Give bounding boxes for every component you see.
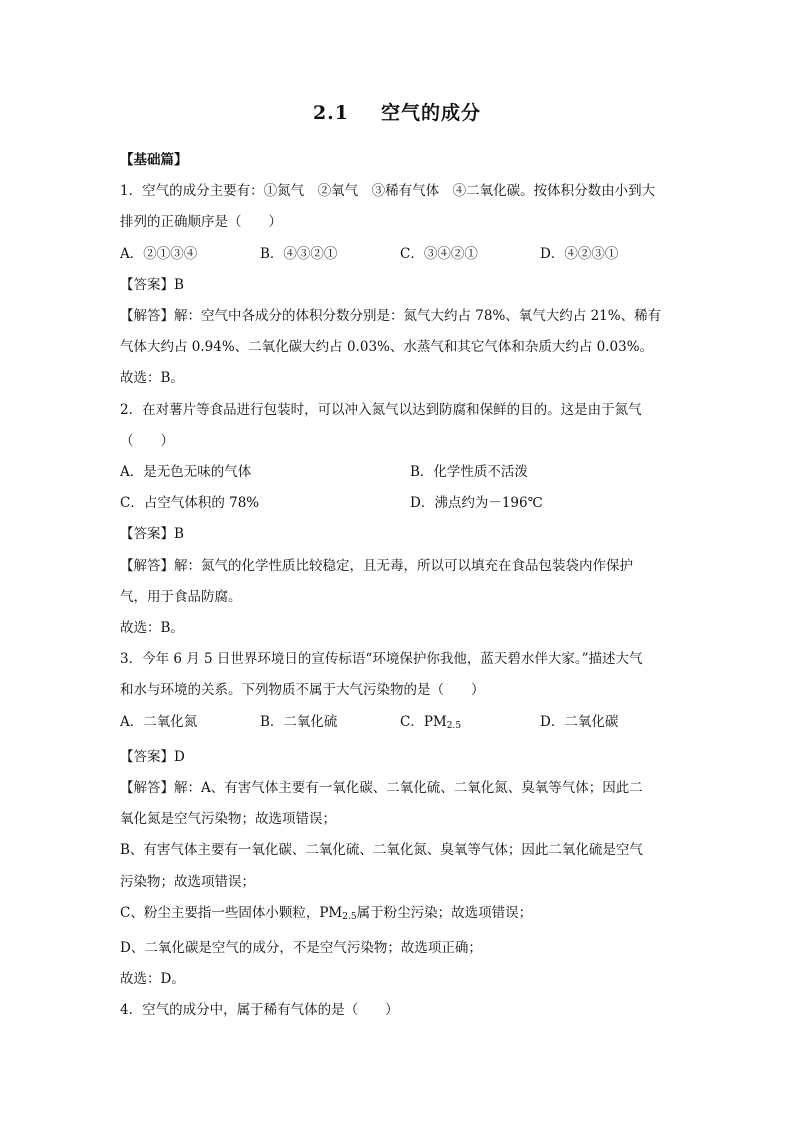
q1-answer: 【答案】B xyxy=(120,276,184,293)
q1-analysis-line2: 气体大约占 0.94%、二氧化碳大约占 0.03%、水蒸气和其它气体和杂质大约占 0.03%。 xyxy=(120,339,654,356)
q3-options xyxy=(120,707,680,742)
page-title xyxy=(0,98,794,125)
q3-choice: 故选：D。 xyxy=(120,971,185,988)
q2-options-row2 xyxy=(120,488,680,519)
q2-options-row1 xyxy=(120,457,680,488)
q3-analysis-b-line2: 污染物；故选项错误； xyxy=(120,873,255,890)
pm-subscript-analysis: 2.5 xyxy=(342,911,357,922)
q2-answer: 【答案】B xyxy=(120,526,184,543)
q4-stem-line1: 4．空气的成分中，属于稀有气体的是（ ） xyxy=(120,1002,399,1019)
q2-option-a: A．是无色无味的气体 xyxy=(120,464,252,481)
q3-analysis-c-pre: C、粉尘主要指一些固体小颗粒，PM xyxy=(120,904,343,921)
q1-analysis-line1: 【解答】解：空气中各成分的体积分数分别是：氮气大约占 78%、氧气大约占 21%、稀有 xyxy=(120,308,662,325)
q1-options xyxy=(120,239,680,270)
content xyxy=(120,145,680,1027)
q3-option-c-text: C．PM xyxy=(400,713,447,730)
q2-option-d: D．沸点约为－196℃ xyxy=(410,495,543,512)
q3-option-c xyxy=(400,707,540,742)
q1-option-c: C．③④②① xyxy=(400,245,478,262)
section-number: 2.1 xyxy=(312,102,350,124)
q3-analysis-b-line1: B、有害气体主要有一氧化碳、二氧化硫、二氧化氮、臭氧等气体；因此二氧化硫是空气 xyxy=(120,842,643,859)
q2-option-c: C．占空气体积的 78% xyxy=(120,495,260,512)
q2-analysis-line1: 【解答】解：氮气的化学性质比较稳定，且无毒，所以可以填充在食品包装袋内作保护 xyxy=(120,557,633,574)
q2-analysis-line2: 气，用于食品防腐。 xyxy=(120,588,242,605)
q3-analysis-a-line2: 氧化氮是空气污染物；故选项错误； xyxy=(120,811,336,828)
q3-analysis-a-line1: 【解答】解：A、有害气体主要有一氧化碳、二氧化硫、二氧化氮、臭氧等气体；因此二 xyxy=(120,780,643,797)
q2-choice: 故选：B。 xyxy=(120,620,184,637)
q3-option-b: B．二氧化硫 xyxy=(260,713,338,730)
q3-option-d: D．二氧化碳 xyxy=(540,713,619,730)
q3-stem-line1: 3．今年 6 月 5 日世界环境日的宣传标语“环境保护你我他，蓝天碧水伴大家。”描述大气 xyxy=(120,651,643,668)
q3-analysis-c-post: 属于粉尘污染；故选项错误； xyxy=(356,904,533,921)
title-text: 空气的成分 xyxy=(381,102,482,124)
q1-choice: 故选：B。 xyxy=(120,370,184,387)
q3-analysis-c xyxy=(120,898,680,933)
q3-analysis-d: D、二氧化碳是空气的成分，不是空气污染物；故选项正确； xyxy=(120,940,482,957)
q1-stem-line1: 1．空气的成分主要有：①氮气 ②氧气 ③稀有气体 ④二氧化碳。按体积分数由小到大 xyxy=(120,183,656,200)
q1-option-d: D．④②③① xyxy=(540,245,619,262)
q3-answer: 【答案】D xyxy=(120,748,185,765)
q3-stem-line2: 和水与环境的关系。下列物质不属于大气污染物的是（ ） xyxy=(120,682,485,699)
q1-stem-line2: 排列的正确顺序是（ ） xyxy=(120,214,282,231)
q2-option-b: B．化学性质不活泼 xyxy=(410,464,528,481)
section-heading: 【基础篇】 xyxy=(120,152,188,168)
q1-option-a: A．②①③④ xyxy=(120,245,198,262)
q3-option-a: A．二氧化氮 xyxy=(120,713,198,730)
q2-stem-line1: 2．在对薯片等食品进行包装时，可以冲入氮气以达到防腐和保鲜的目的。这是由于氮气 xyxy=(120,401,642,418)
pm-subscript: 2.5 xyxy=(446,720,462,731)
q2-stem-line2: （ ） xyxy=(120,432,174,449)
q1-option-b: B．④③②① xyxy=(260,245,338,262)
